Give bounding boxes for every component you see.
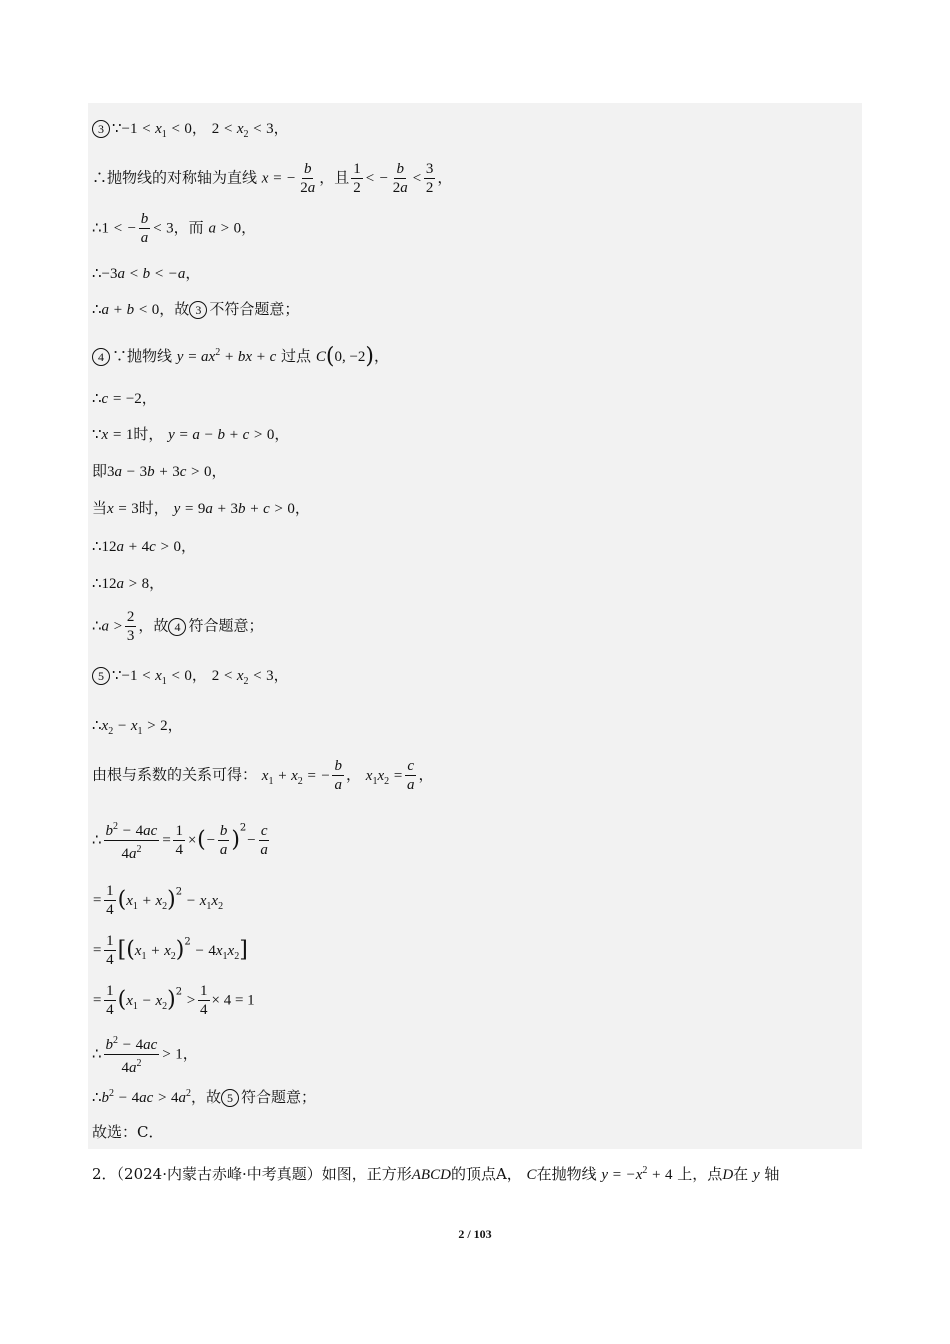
solution-line-20: = $\frac{1}{4}$ $(x_1 - x_2)^2$ > $\frac{1}{4}$ × 4 = 1 <box>92 983 255 1018</box>
question-2: 2．（2024·内蒙古赤峰·中考真题）如图，正方形ABCD的顶点A， C在抛物线 $y = -x^2 + 4$ 上，点D在 y 轴 <box>92 1165 780 1183</box>
solution-line-11: ∴12a + 4c > 0， <box>92 537 196 555</box>
solution-line-15: $\therefore x_2 - x_1 > 2$， <box>92 716 183 737</box>
solution-line-7: ∴c = −2， <box>92 389 157 407</box>
solution-line-3: ∴1 < − $\frac{b}{a}$ < 3，而 a > 0， <box>92 211 257 246</box>
circle-5-icon: 5 <box>221 1089 239 1107</box>
circle-3-icon: 3 <box>92 120 110 138</box>
circle-4-icon: 4 <box>168 618 186 636</box>
solution-line-10: 当x = 3时， y = 9a + 3b + c > 0， <box>92 499 310 517</box>
circle-3-icon: 3 <box>189 301 207 319</box>
circle-4-icon: 4 <box>92 348 110 366</box>
circle-5-icon: 5 <box>92 667 110 685</box>
solution-line-6: 4 ∵抛物线 $y = ax^2$ + bx + c 过点 C(0, −2)， <box>92 343 389 367</box>
solution-line-21: ∴ $\frac{b^2 - 4ac}{4a^2}$ > 1， <box>92 1032 198 1077</box>
page-number: 2 / 103 <box>458 1227 492 1241</box>
solution-line-14: 5 ∵−1 < $x_1 < 0$， $2 < x_2 < 3$， <box>92 665 289 692</box>
solution-line-5: ∴a + b < 0，故 3 不符合题意； <box>92 300 300 318</box>
solution-line-18: = $\frac{1}{4}$ $(x_1 + x_2)^2 - x_1x_2$ <box>92 883 224 918</box>
solution-line-13: ∴a > $\frac{2}{3}$ ，故 4 符合题意； <box>92 609 264 644</box>
solution-line-9: 即3a − 3b + 3c > 0， <box>92 462 227 480</box>
solution-line-1: 3 ∵−1 < $x_1 < 0$， $2 < x_2 < 3$， <box>92 118 289 145</box>
solution-line-19: = $\frac{1}{4}$ $[(x_1 + x_2)^2 - 4x_1x_2]$ <box>92 933 248 968</box>
solution-line-2: ∴抛物线的对称轴为直线 x = − $\frac{b}{2a}$ ，且 $\frac{1}{2}$ < − $\frac{b}{2a}$ < $\frac{3}{2}$ ， <box>92 161 453 196</box>
solution-line-22: $\therefore b^2 - 4ac > 4a^2$，故 5 符合题意； <box>92 1088 316 1106</box>
solution-line-4: ∴−3a < b < −a， <box>92 264 201 282</box>
solution-line-8: ∵x = 1时， y = a − b + c > 0， <box>92 425 290 443</box>
solution-line-23: 故选：C． <box>92 1123 164 1141</box>
solution-line-12: ∴12a > 8， <box>92 574 165 592</box>
solution-line-16: 由根与系数的关系可得： $x_1 + x_2$ = − $\frac{b}{a}$ ， $x_1x_2$ = $\frac{c}{a}$ ， <box>92 758 434 793</box>
solution-line-17: ∴ $\frac{b^2 - 4ac}{4a^2}$ = $\frac{1}{4}$ ×(− $\frac{b}{a}$ )$^2$− $\frac{c}{a}$ <box>92 818 272 863</box>
